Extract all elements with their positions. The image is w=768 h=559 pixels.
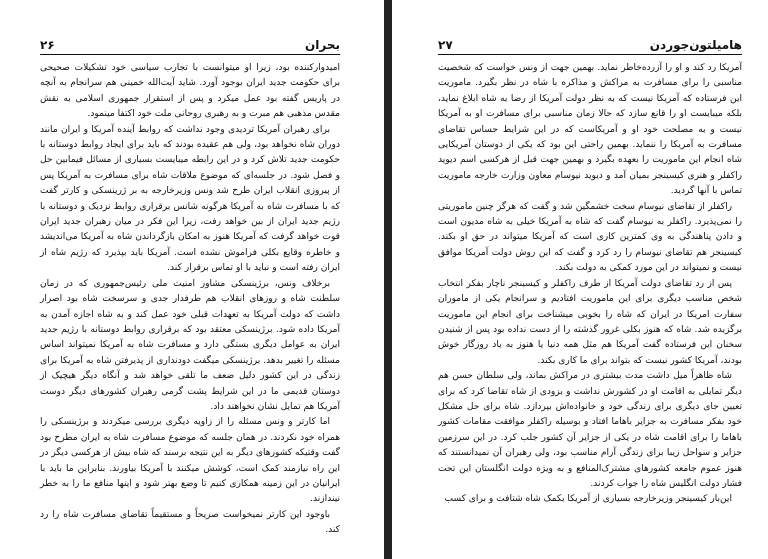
left-paragraph: باوجود این کارتر نمیخواست صریحاً و مستقیماً تقاضای مسافرت شاه را رد کند. [40, 509, 340, 536]
right-header-rule [438, 54, 742, 55]
right-paragraph: پس از رد تقاضای دولت آمریکا از طرف راکفلر و کیسینجر ناچار بفکر انتخاب شخص مناسب دیگری برای این ماموریت افتادیم و سرانجام یکی از ماموران سفارت امریکا در ایران که شاه را بخوبی میشناخت برای انجام این ماموریت برگزیده شد. شاه که هنوز بکلی غرور گذشته را از دست نداده بود پس از شنیدن سخنان این فرستاده گفت آمریکا هم مثل همه دنیا یا هنوز به یاد روزگار خوش بودند، آمریکا کشور نیست که بتواند برای ما کاری بکند. [438, 278, 742, 366]
right-paragraph: این‌بار کیسینجر وزیرخارجه بسیاری از آمریکا بکمک شاه شتافت و برای کسب [444, 494, 732, 505]
right-page-body [438, 61, 742, 508]
left-page-number: ۲۶ [40, 38, 55, 52]
right-page-header [438, 36, 742, 52]
left-page-header [40, 36, 340, 52]
book-gutter [384, 0, 392, 559]
left-paragraph: امیدوارکننده بود، زیرا او میتوانست با تجارب سیاسی خود تشکیلات صحیحی برای حکومت جدید ایران بوجود آورد. شاید آیت‌الله خمینی هم سرانجام به آنچه در پاریس گفته بود عمل میکرد و پس از استقرار جمهوری اسلامی به نقش مقدس مذهبی‌ هم مبرت و به رهبری روحانی ملت خود اکتفا مینمود. [40, 63, 340, 120]
right-paragraph: آمریکا رد کند و او را آزرده‌خاطر نماید. بهمین جهت از ونس خواست که شخصیت مناسبی را برای مسافرت به مراکش و مذاکره با شاه در نظر بگیرد. ماموریت این فرستاده که آمریکا نیست که به نظر دولت آمریکا از رضا به شاه ابلاغ نماید، بلکه میبایست او را قانع سازد که حالا زمان مناسبی برای مسافرت او به آمریکا نیست و به مصلحت خود او و آمریکاست که در این شرایط حساس تقاضای مسافرت به آمریکا را ننماید. بهمین راحتی این بود که یکی از دوستان آمریکایی شاه انجام این ماموریت را بعهده بگیرد و بهمین جهت قبل از هرکسی اسم دیوید راکفلر و هنری کیسینجر بمیان آمد و دیوید نیوسام معاون وزارت خارجه ماموریت تماس با آنها گردید. [438, 63, 742, 197]
left-paragraph: برخلاف ونس، برژینسکی مشاور امنیت ملی رئیس‌جمهوری که در زمان سلطنت شاه و روزهای انقلاب هم طرفدار جدی و سرسخت شاه بود اصرار داشت که دولت آمریکا به تعهدات قبلی خود عمل کند و به شاه اجازه آمدن به آمریکا داده شود. برژینسکی معتقد بود که برقراری روابط دوستانه با رژیم جدید ایران به عوامل دیگری بستگی دارد و مسافرت شاه به آمریکا نمیتواند اساس مسئله را تغییر بدهد. برژینسکی میگفت دودنداری از پذیرفتن شاه به آمریکا برای زندگی در این کشور دلیل ضعف ما تلقی خواهد شد و آنگاه دیگر هیچیک از دوستان قدیمی ما در این شرایط پشت گرمی رهبران کشورهای دیگر دوست آمریکا هم تمایل نشان نخواهند داد. [40, 278, 340, 412]
right-running-title: هامیلتون‌جوردن [649, 38, 742, 52]
right-page-number: ۲۷ [438, 38, 453, 52]
left-running-title: بحران [305, 38, 340, 52]
left-page-body [40, 61, 340, 539]
right-paragraph: راکفلر از تقاضای نیوسام سخت خشمگین شد و گفت که هرگز چنین ماموریتی را نمی‌پذیرد. راکفلر به نیوسام گفت که شاه به آمریکا خیلی به شاه مدیون است و دادن پناهندگی به وی کمترین کاری است که آمریکا میتواند در حق او بکند. کیسینجر هم تقاضای نیوسام را رد کرد و گفت که این روش دولت آمریکا موافق نیست و نمیتواند در این مورد کمکی به دولت بکند. [438, 201, 742, 274]
left-paragraph: اما کارتر و ونس مسئله را از زاویه دیگری بررسی میکردند و برژینسکی را همراه خود نکردند. در همان جلسه که موضوع مسافرت شاه به ایران مطرح بود گفت وقتیکه کشورهای دیگر به این نتیجه برسند که شاه بیش از هرکسی دیگر در این راه نیازمند کمک است، کوشش میکنند با آمریکا بیاورند. بنابراین ما باید با ایرانیان در این زمینه همکاری کنیم تا وضع بهتر شود و اینها منافع ما را به خطر نیندازند. [40, 417, 340, 505]
right-paragraph: شاه ظاهراً میل داشت مدت بیشتری در مراکش بماند، ولی سلطان حسن هم دیگر تمایلی به اقامت او در کشورش نداشت و بزودی از شاه تقاضا کرد که برای تعیین جای دیگری برای زندگی خود و خانواده‌اش بپردازد. شاه برای حل مشکل خود بفکر مسافرت به جزایر باهاما افتاد و بوسیله راکفلر موافقت مقامات کشور باهاما را برای اقامت شاه در یکی از جزایر آن کشور جلب کرد. در این سرزمین جزایر و سواحل زیبا برای زندگی آرام مناسب بود، ولی رهبران آن نمیدانستند که هنوز عموم جامعه کشورهای مشترک‌المنافع و به ویژه دولت انگلستان این تحت فشار دولت انگلیس شاه را جواب کردند. [438, 371, 742, 489]
left-paragraph: برای رهبران آمریکا تردیدی وجود نداشت که روابط آینده آمریکا و ایران مانند دوران شاه نخواهد بود، ولی هم عقیده بودند که باید برای ایجاد روابط دوستانه با حکومت جدید تلاش کرد و در این رابطه میبایست بسیاری از مسائل فیمابین حل و فصل شود. در جلسه‌ای که موضوع ملاقات شاه برای مسافرت به آمریکا پس از پیروزی انقلاب ایران طرح شد ونس وزیرخارجه به بر ژرینسکی و کارتر گفت که با مسافرت شاه به آمریکا هرگونه شانس برقراری روابط نزدیک و دوستانه با رژیم جدید ایران از بین خواهد رفت، زیرا این فکر در میان رهبران جدید ایران قوت خواهد گرفت که آمریکا هنوز به امکان بازگرداندن شاه به آمریکا می‌اندیشد و خاطره وقایع بکلی فراموش نشده است. آمریکا باید بپذیرد که رژیم شاه از ایران رفته است و نباید با او تماس برقرار کند. [40, 124, 340, 274]
right-page [392, 0, 768, 559]
left-header-rule [40, 54, 340, 55]
